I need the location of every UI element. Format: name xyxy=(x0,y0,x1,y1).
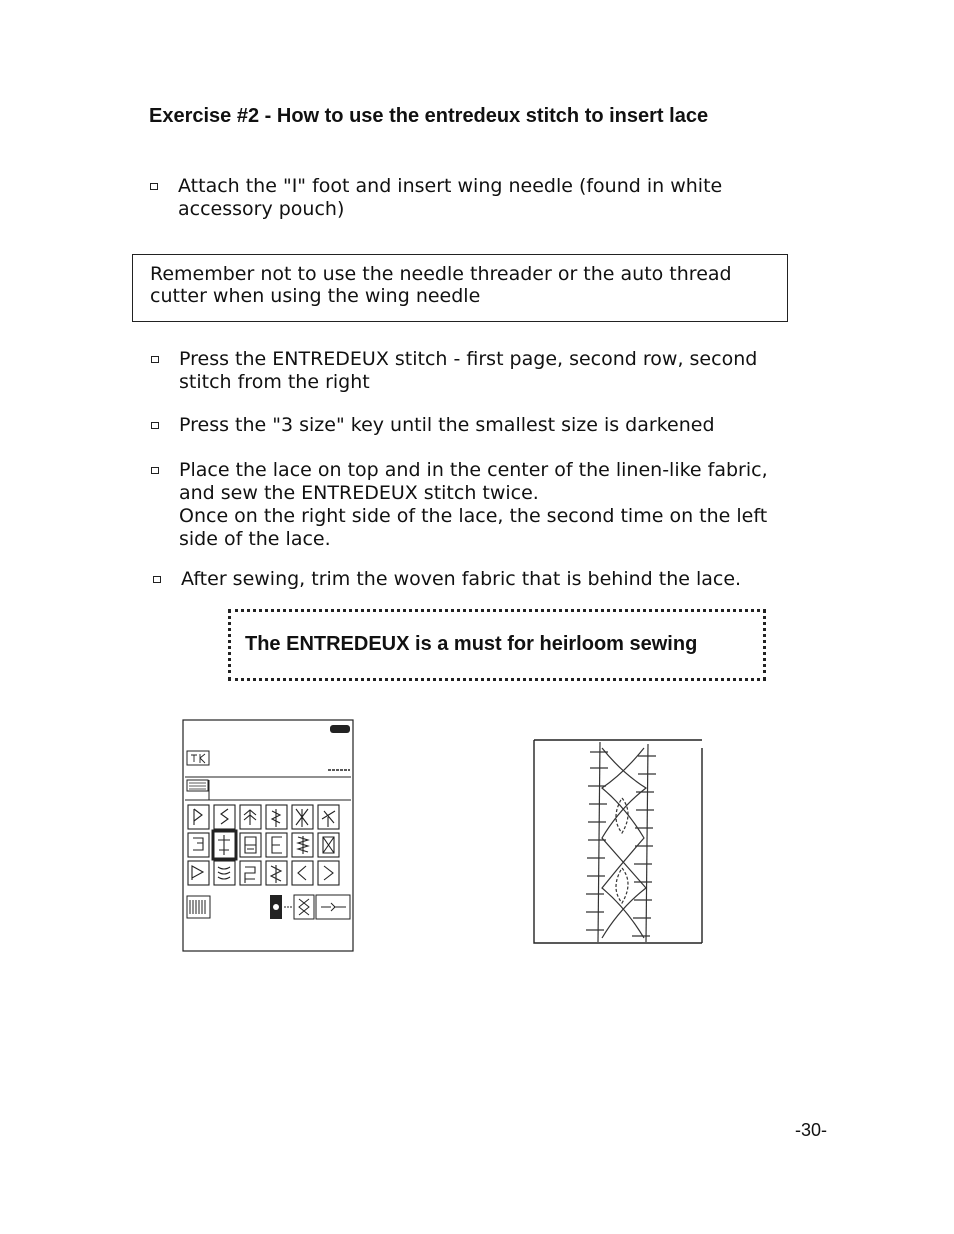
step-line: and sew the ENTREDEUX stitch twice. xyxy=(179,482,539,504)
warning-note-box xyxy=(132,254,788,322)
step-line: Press the ENTREDEUX stitch - first page, second row, second xyxy=(179,348,758,370)
step-line: Press the "3 size" key until the smallest size is darkened xyxy=(179,414,715,436)
stitch-selection-screen-illustration xyxy=(182,719,354,952)
entredeux-lace-sample-illustration xyxy=(532,738,706,945)
step-line: side of the lace. xyxy=(179,528,331,550)
step-line: Attach the "I" foot and insert wing needle (found in white xyxy=(178,175,723,197)
note-line: cutter when using the wing needle xyxy=(150,285,481,307)
exercise-heading: Exercise #2 - How to use the entredeux stitch to insert lace xyxy=(149,105,709,127)
step-line: Place the lace on top and in the center of the linen-like fabric, xyxy=(179,459,768,481)
checkbox-bullet-icon xyxy=(150,183,158,190)
checkbox-bullet-icon xyxy=(153,576,161,583)
step-line: Once on the right side of the lace, the second time on the left xyxy=(179,505,768,527)
note-line: Remember not to use the needle threader or the auto thread xyxy=(150,263,732,285)
checkbox-bullet-icon xyxy=(151,356,159,363)
step-place-lace xyxy=(179,459,768,551)
checkbox-bullet-icon xyxy=(151,422,159,429)
step-line: stitch from the right xyxy=(179,371,370,393)
step-line: After sewing, trim the woven fabric that is behind the lace. xyxy=(181,568,742,590)
step-line: accessory pouch) xyxy=(178,198,345,220)
checkbox-bullet-icon xyxy=(151,467,159,474)
step-trim-fabric xyxy=(181,568,741,591)
heirloom-callout: The ENTREDEUX is a must for heirloom sewing xyxy=(228,609,766,681)
page-number: -30- xyxy=(795,1120,828,1140)
step-size-key xyxy=(179,414,715,437)
step-attach-foot xyxy=(178,175,722,221)
step-press-entredeux xyxy=(179,348,757,394)
